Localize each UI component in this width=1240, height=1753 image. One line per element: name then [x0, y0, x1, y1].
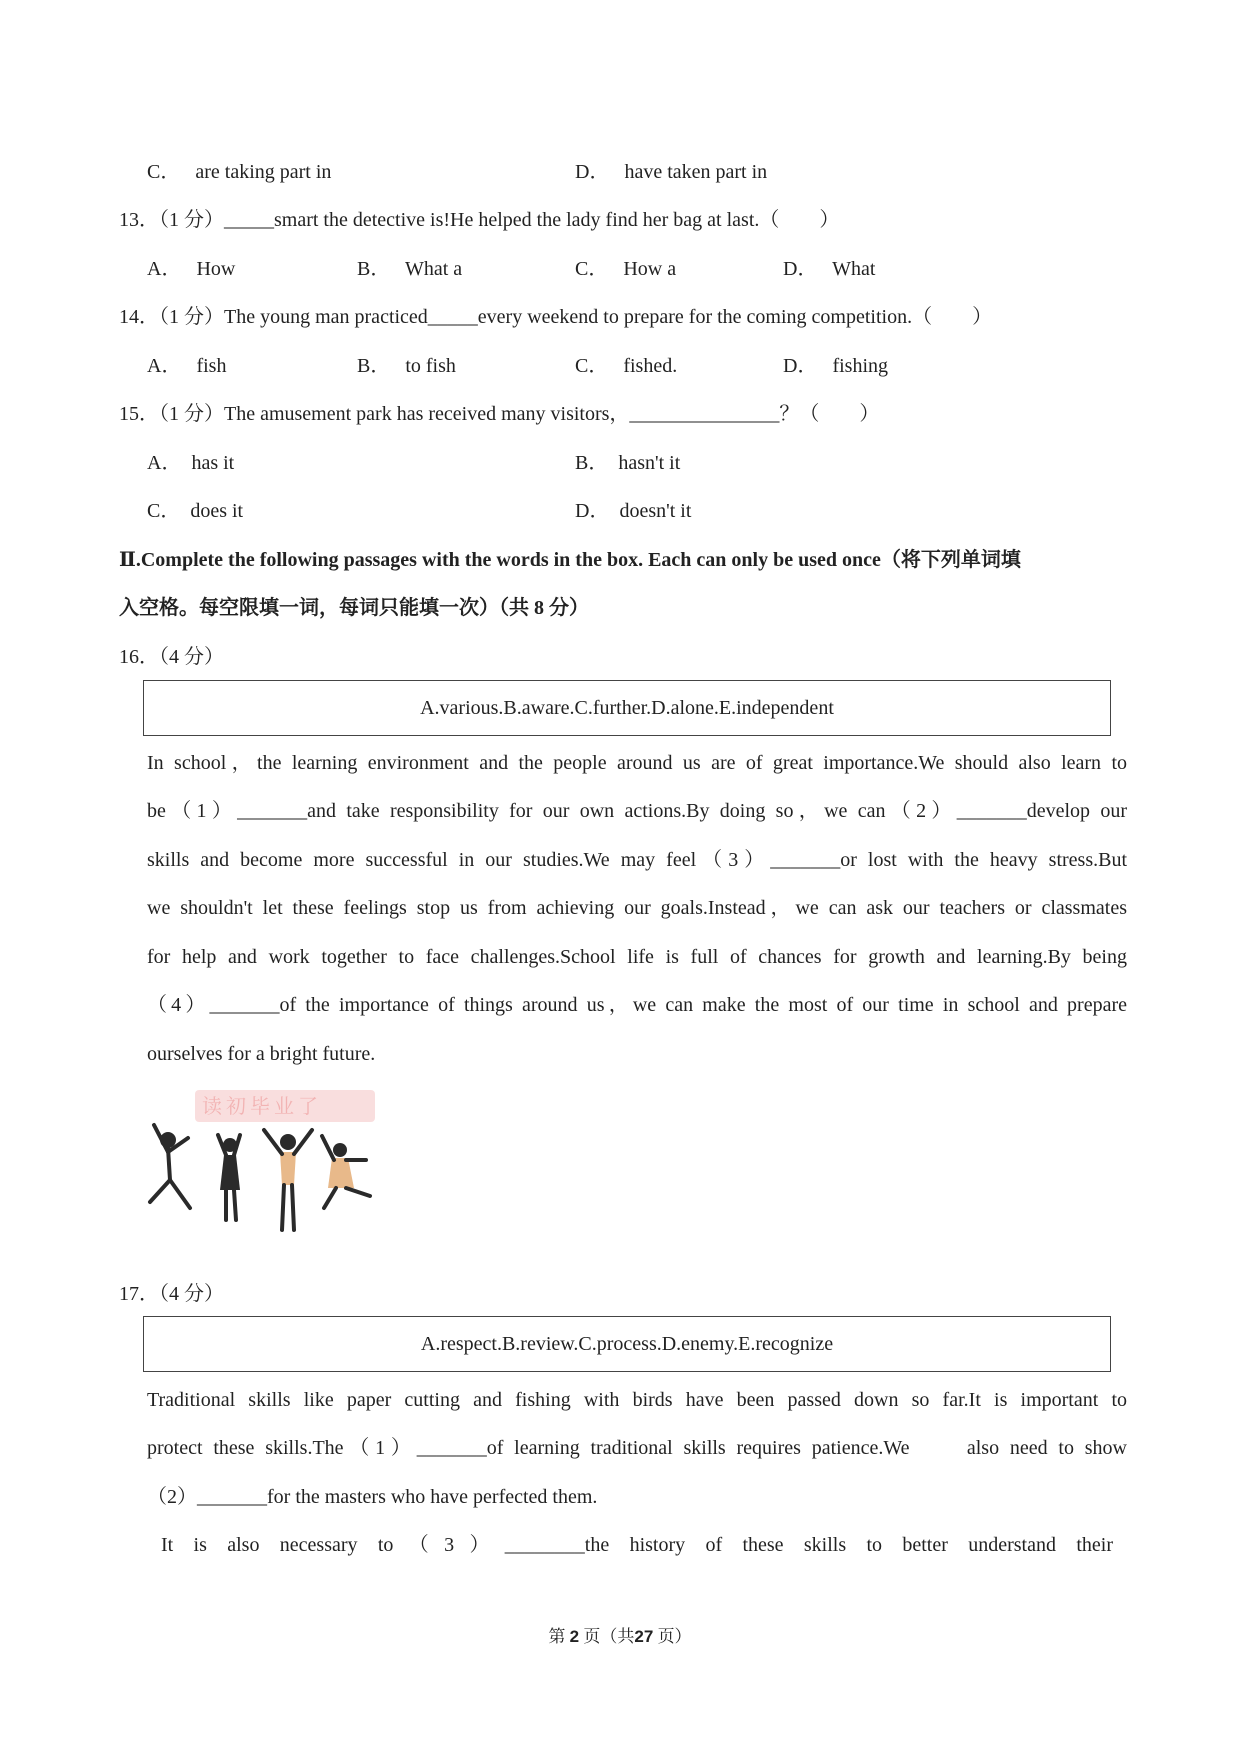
- q14-option-b[interactable]: [357, 356, 456, 376]
- option-text: doesn't it: [619, 500, 692, 522]
- option-text: How: [196, 258, 236, 280]
- q15-option-d[interactable]: [575, 501, 691, 521]
- footer-middle: 页（共: [583, 1627, 635, 1646]
- option-text: fished.: [623, 355, 678, 377]
- footer-suffix: 页）: [657, 1627, 692, 1646]
- option-letter: A．: [147, 258, 182, 280]
- q15-option-b[interactable]: [575, 453, 680, 473]
- q17-passage-line: protect these skills.The（1）_______of learning traditional skills requires patience.We also need to show: [147, 1437, 1127, 1459]
- q16-passage-last-line: ourselves for a bright future.: [147, 1043, 376, 1065]
- q17-word-box: [143, 1316, 1111, 1372]
- q17-label: 17．（4 分）: [119, 1283, 224, 1305]
- q12-option-d[interactable]: [575, 162, 767, 182]
- option-letter: C．: [147, 161, 181, 183]
- option-text: has it: [191, 452, 235, 474]
- option-letter: D．: [575, 500, 610, 522]
- q16-passage-line: skills and become more successful in our studies.We may feel（3）_______or lost with the heavy stress.But: [147, 849, 1127, 871]
- q13-option-b[interactable]: [357, 259, 462, 279]
- option-letter: D．: [783, 355, 818, 377]
- q17-passage-line: （2）_______for the masters who have perfected them.: [147, 1486, 598, 1508]
- page-footer: [0, 1622, 1240, 1647]
- footer-page-number: 2: [569, 1627, 580, 1646]
- graduation-illustration: [140, 1080, 400, 1260]
- q12-option-c[interactable]: [147, 162, 331, 182]
- option-text: are taking part in: [195, 161, 332, 183]
- q16-passage-line: we shouldn't let these feelings stop us from achieving our goals.Instead，we can ask our teachers or classmates: [147, 897, 1127, 919]
- footer-prefix: 第: [548, 1627, 566, 1646]
- section-heading-line2: 入空格。每空限填一词，每词只能填一次）（共 8 分）: [119, 597, 589, 619]
- option-text: does it: [190, 500, 244, 522]
- option-text: fishing: [832, 355, 889, 377]
- q16-passage-line: （4）_______of the importance of things around us，we can make the most of our time in school and prepare: [147, 994, 1127, 1016]
- q17-passage-line: It is also necessary to（3）________the history of these skills to better understand their: [161, 1534, 1113, 1556]
- option-text: What: [832, 258, 876, 280]
- q14-option-d[interactable]: [783, 356, 888, 376]
- q13-option-d[interactable]: [783, 259, 875, 279]
- option-text: hasn't it: [618, 452, 681, 474]
- q15-option-a[interactable]: [147, 453, 234, 473]
- option-text: to fish: [405, 355, 456, 377]
- q14-option-a[interactable]: [147, 356, 226, 376]
- option-letter: D．: [575, 161, 610, 183]
- q13-stem: 13．（1 分）_____smart the detective is!He helped the lady find her bag at last.（ ）: [119, 209, 840, 231]
- footer-total-pages: 27: [634, 1627, 654, 1646]
- option-text: fish: [196, 355, 227, 377]
- q17-passage-line: Traditional skills like paper cutting and fishing with birds have been passed down so far.It is important to: [147, 1389, 1127, 1411]
- q16-passage-line: be（1）_______and take responsibility for our own actions.By doing so，we can（2）_______develop our: [147, 800, 1127, 822]
- q13-option-a[interactable]: [147, 259, 235, 279]
- jumping-students-icon: [140, 1080, 400, 1260]
- option-letter: C．: [147, 500, 181, 522]
- q16-label: 16．（4 分）: [119, 646, 224, 668]
- word-box-text: A.respect.B.review.C.process.D.enemy.E.recognize: [420, 1332, 834, 1355]
- option-letter: B．: [575, 452, 609, 474]
- q15-option-c[interactable]: [147, 501, 243, 521]
- option-text: What a: [404, 258, 463, 280]
- option-letter: B．: [357, 355, 391, 377]
- q14-stem: 14．（1 分）The young man practiced_____every weekend to prepare for the coming competition.（ ）: [119, 306, 993, 328]
- option-text: have taken part in: [624, 161, 768, 183]
- q13-option-c[interactable]: [575, 259, 676, 279]
- q16-word-box: [143, 680, 1111, 736]
- option-letter: B．: [357, 258, 391, 280]
- option-letter: A．: [147, 355, 182, 377]
- word-box-text: A.various.B.aware.C.further.D.alone.E.independent: [420, 696, 834, 719]
- option-letter: A．: [147, 452, 182, 474]
- option-letter: C．: [575, 258, 609, 280]
- section-heading-line1: Ⅱ.Complete the following passages with the words in the box. Each can only be used once（将下列单词填: [119, 549, 1021, 571]
- q14-option-c[interactable]: [575, 356, 677, 376]
- q16-passage-line: In school，the learning environment and the people around us are of great importance.We should also learn to: [147, 752, 1127, 774]
- option-text: How a: [623, 258, 677, 280]
- illustration-caption: 读初毕业了: [202, 1094, 322, 1118]
- q16-passage-line: for help and work together to face challenges.School life is full of chances for growth and learning.By being: [147, 946, 1127, 968]
- q15-stem: 15．（1 分）The amusement park has received many visitors，_______________？（ ）: [119, 403, 880, 425]
- option-letter: D．: [783, 258, 818, 280]
- option-letter: C．: [575, 355, 609, 377]
